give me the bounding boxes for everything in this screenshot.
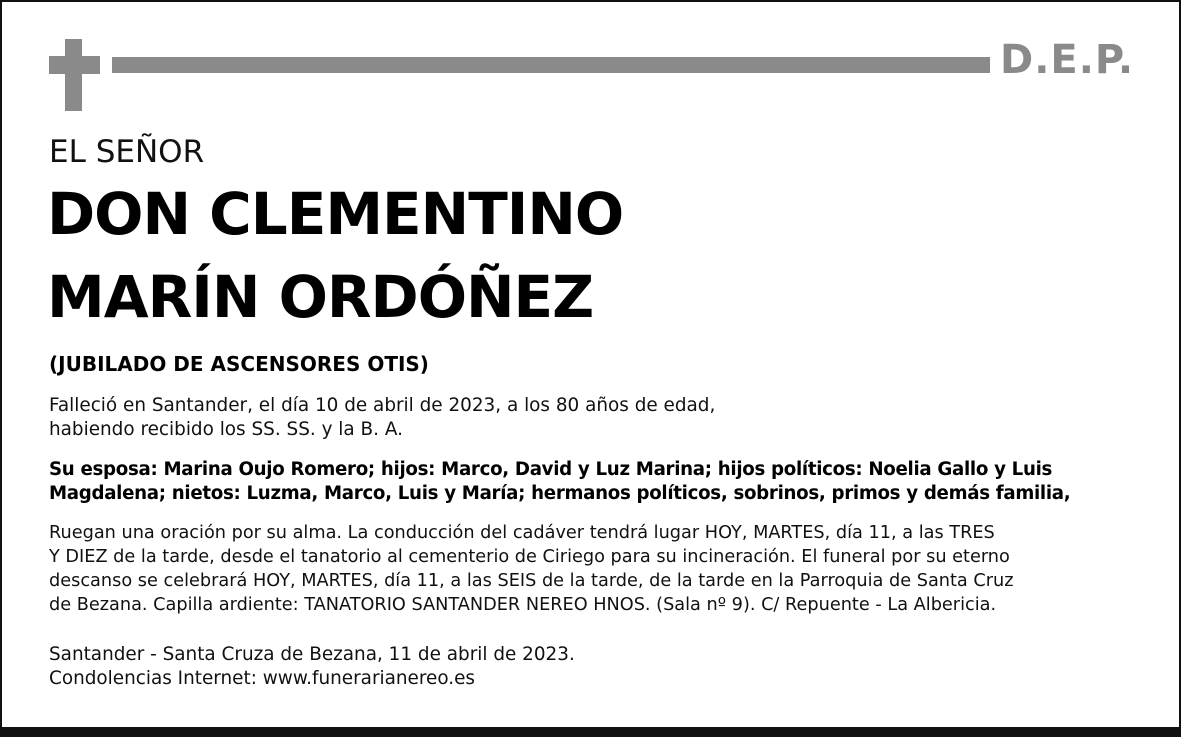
- service-line: Ruegan una oración por su alma. La conducción del cadáver tendrá lugar HOY, MARTES, día 11, a las TRES: [49, 523, 995, 543]
- cross-icon-vertical: [65, 39, 82, 111]
- header-rule: [112, 57, 990, 73]
- cross-icon-horizontal: [49, 56, 100, 74]
- place-date: Santander - Santa Cruza de Bezana, 11 de abril de 2023.: [49, 644, 575, 665]
- service-paragraph: [49, 521, 1139, 617]
- dep-label: D.E.P.: [1000, 37, 1135, 83]
- service-line: Y DIEZ de la tarde, desde el tanatorio al cementerio de Ciriego para su incineración. El funeral por su eterno: [49, 547, 1010, 567]
- condolences-link: Condolencias Internet: www.funerarianereo.es: [49, 668, 476, 689]
- bottom-border-bar: [2, 727, 1179, 735]
- family-line: Magdalena; nietos: Luzma, Marco, Luis y María; hermanos políticos, sobrinos, primos y demás familia,: [49, 483, 1071, 504]
- death-line: Falleció en Santander, el día 10 de abril de 2023, a los 80 años de edad,: [49, 395, 716, 416]
- family-line: Su esposa: Marina Oujo Romero; hijos: Marco, David y Luz Marina; hijos políticos: Noelia Gallo y Luis: [49, 459, 1053, 480]
- profession: (JUBILADO DE ASCENSORES OTIS): [49, 352, 429, 376]
- death-paragraph: [49, 394, 1139, 442]
- service-line: descanso se celebrará HOY, MARTES, día 11, a las SEIS de la tarde, de la tarde en la Parroquia de Santa Cruz: [49, 571, 1014, 591]
- deceased-name-line2: MARÍN ORDÓÑEZ: [47, 263, 594, 331]
- death-line: habiendo recibido los SS. SS. y la B. A.: [49, 419, 403, 440]
- family-paragraph: [49, 458, 1139, 506]
- service-line: de Bezana. Capilla ardiente: TANATORIO SANTANDER NEREO HNOS. (Sala nº 9). C/ Repuente - La Albericia.: [49, 595, 997, 615]
- closing-paragraph: [49, 643, 1139, 691]
- deceased-name-line1: DON CLEMENTINO: [47, 180, 624, 248]
- title-prefix: EL SEÑOR: [49, 134, 205, 170]
